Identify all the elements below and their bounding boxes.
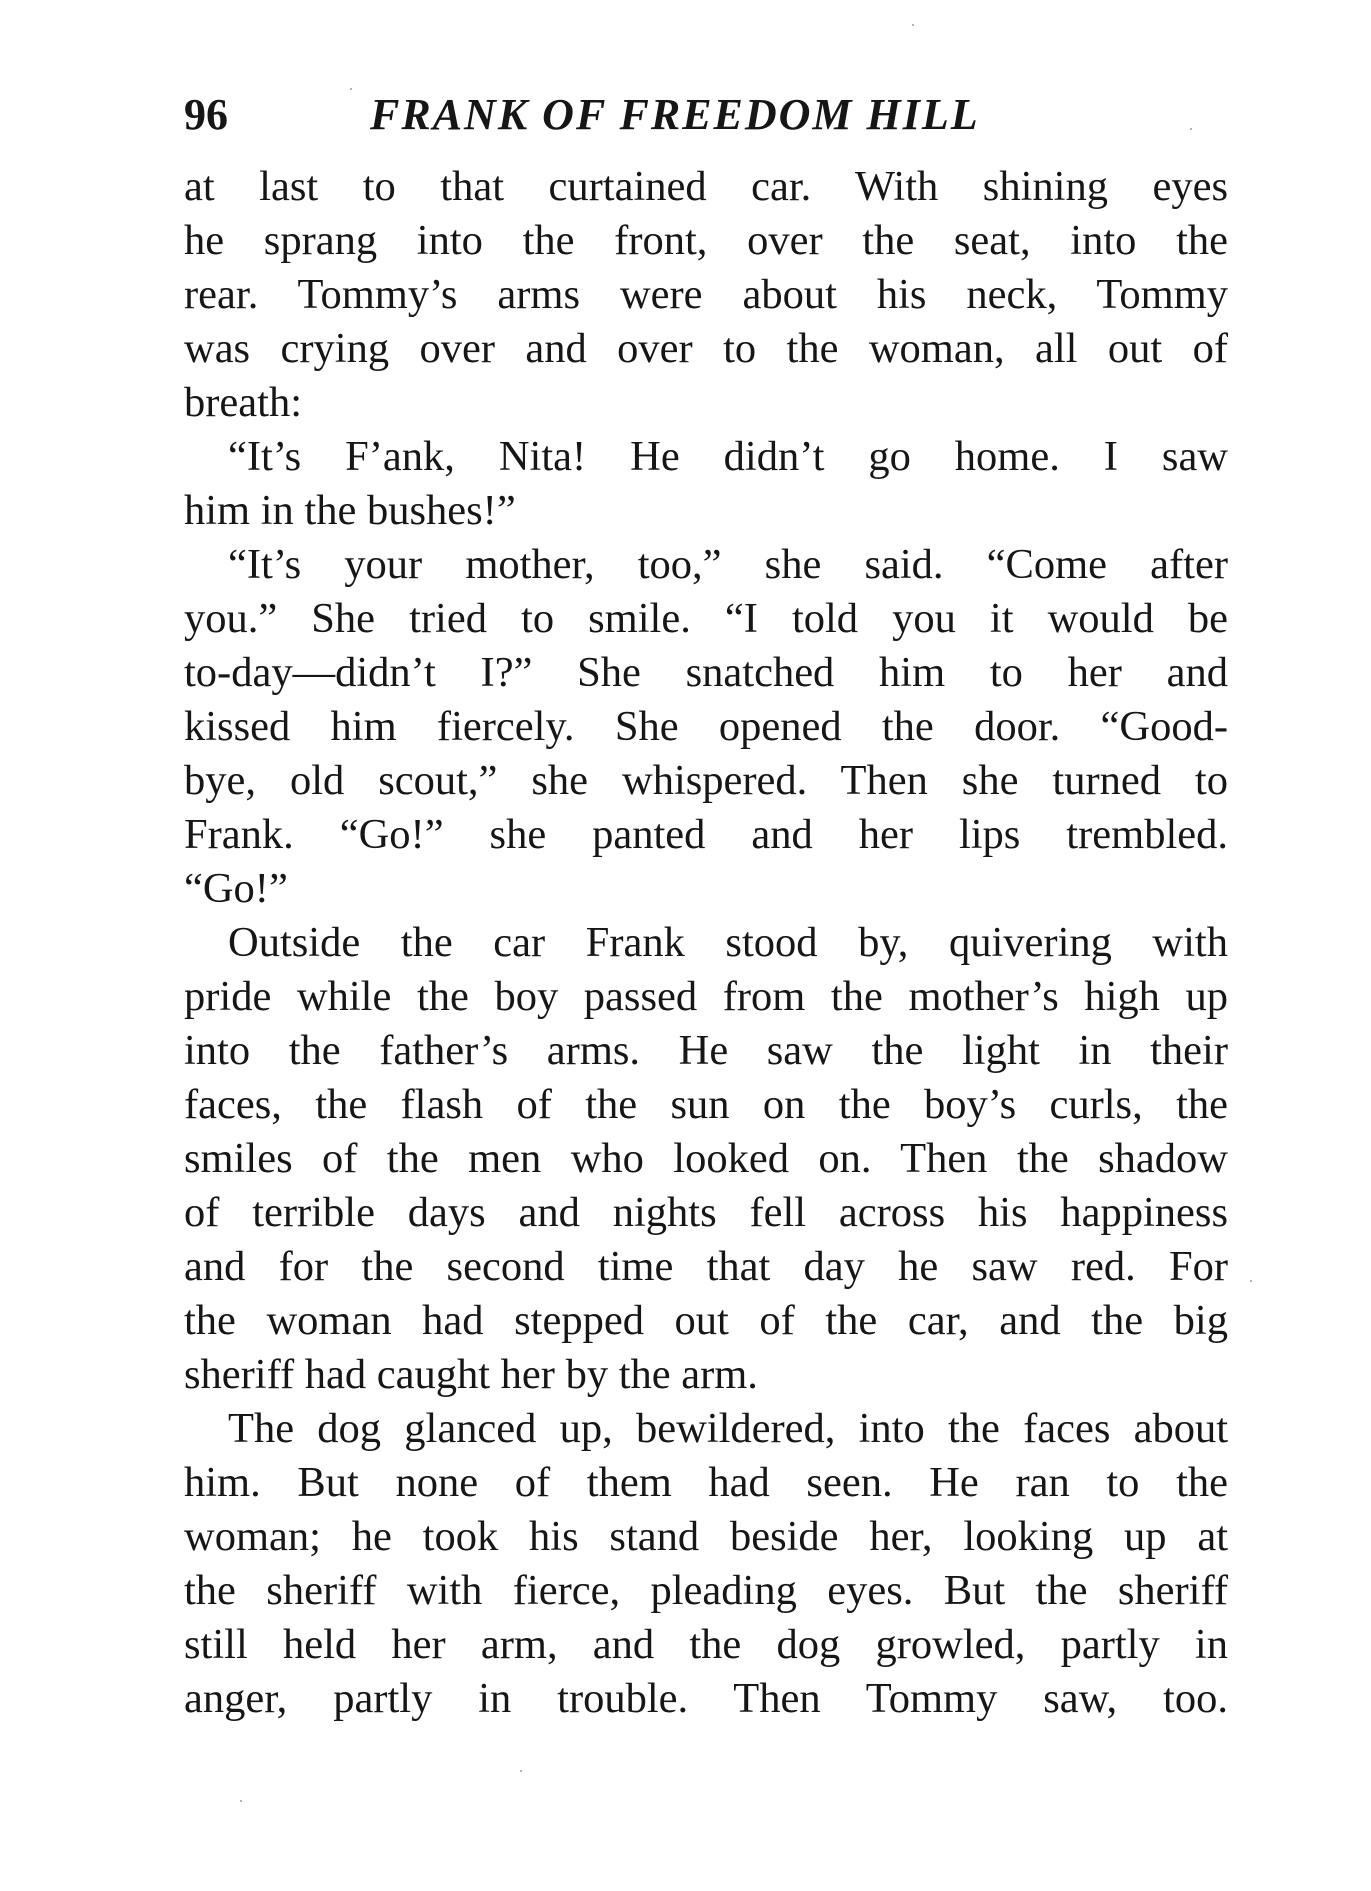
book-title: FRANK OF FREEDOM HILL	[370, 90, 980, 139]
running-head	[184, 85, 1224, 145]
scan-speck	[520, 1770, 522, 1772]
text-line: Frank. “Go!” she panted and her lips trembled.	[184, 811, 1228, 858]
text-line: at last to that curtained car. With shining eyes	[184, 163, 1228, 210]
text-line: rear. Tommy’s arms were about his neck, Tommy	[184, 271, 1228, 318]
text-line: smiles of the men who looked on. Then the shadow	[184, 1135, 1228, 1182]
text-line: “It’s F’ank, Nita! He didn’t go home. I saw	[228, 433, 1228, 480]
scan-speck	[350, 88, 352, 90]
text-line: kissed him fiercely. She opened the door. “Good-	[184, 703, 1228, 750]
text-line: the sheriff with fierce, pleading eyes. But the sheriff	[184, 1567, 1228, 1614]
text-line: “It’s your mother, too,” she said. “Come after	[228, 541, 1228, 588]
text-line: him in the bushes!”	[184, 487, 516, 534]
text-line: woman; he took his stand beside her, looking up at	[184, 1513, 1228, 1560]
body-text	[184, 160, 1228, 1726]
text-line: pride while the boy passed from the mother’s high up	[184, 973, 1228, 1020]
text-line: of terrible days and nights fell across his happiness	[184, 1189, 1228, 1236]
paragraph	[184, 160, 1228, 430]
text-line: him. But none of them had seen. He ran to the	[184, 1459, 1228, 1506]
text-line: into the father’s arms. He saw the light in their	[184, 1027, 1228, 1074]
text-line: he sprang into the front, over the seat, into the	[184, 217, 1228, 264]
paragraph	[184, 1402, 1228, 1726]
text-line: was crying over and over to the woman, all out of	[184, 325, 1228, 372]
text-line: and for the second time that day he saw red. For	[184, 1243, 1228, 1290]
text-line: “Go!”	[184, 865, 288, 912]
text-line: faces, the flash of the sun on the boy’s curls, the	[184, 1081, 1228, 1128]
text-line: bye, old scout,” she whispered. Then she turned to	[184, 757, 1228, 804]
text-line: still held her arm, and the dog growled, partly in	[184, 1621, 1228, 1668]
text-line: you.” She tried to smile. “I told you it would be	[184, 595, 1228, 642]
scan-speck	[1250, 1280, 1252, 1282]
text-line: anger, partly in trouble. Then Tommy saw, too.	[184, 1675, 1228, 1722]
scan-speck	[1190, 128, 1192, 130]
scan-speck	[912, 24, 914, 26]
paragraph	[184, 430, 1228, 538]
text-line: to-day—didn’t I?” She snatched him to her and	[184, 649, 1228, 696]
text-line: the woman had stepped out of the car, and the big	[184, 1297, 1228, 1344]
text-line: Outside the car Frank stood by, quivering with	[228, 919, 1228, 966]
paragraph	[184, 916, 1228, 1402]
text-line: The dog glanced up, bewildered, into the faces about	[228, 1405, 1228, 1452]
paragraph	[184, 538, 1228, 916]
page-number: 96	[184, 90, 228, 139]
scan-speck	[240, 1800, 242, 1802]
text-line: sheriff had caught her by the arm.	[184, 1351, 758, 1398]
text-line: breath:	[184, 379, 302, 426]
